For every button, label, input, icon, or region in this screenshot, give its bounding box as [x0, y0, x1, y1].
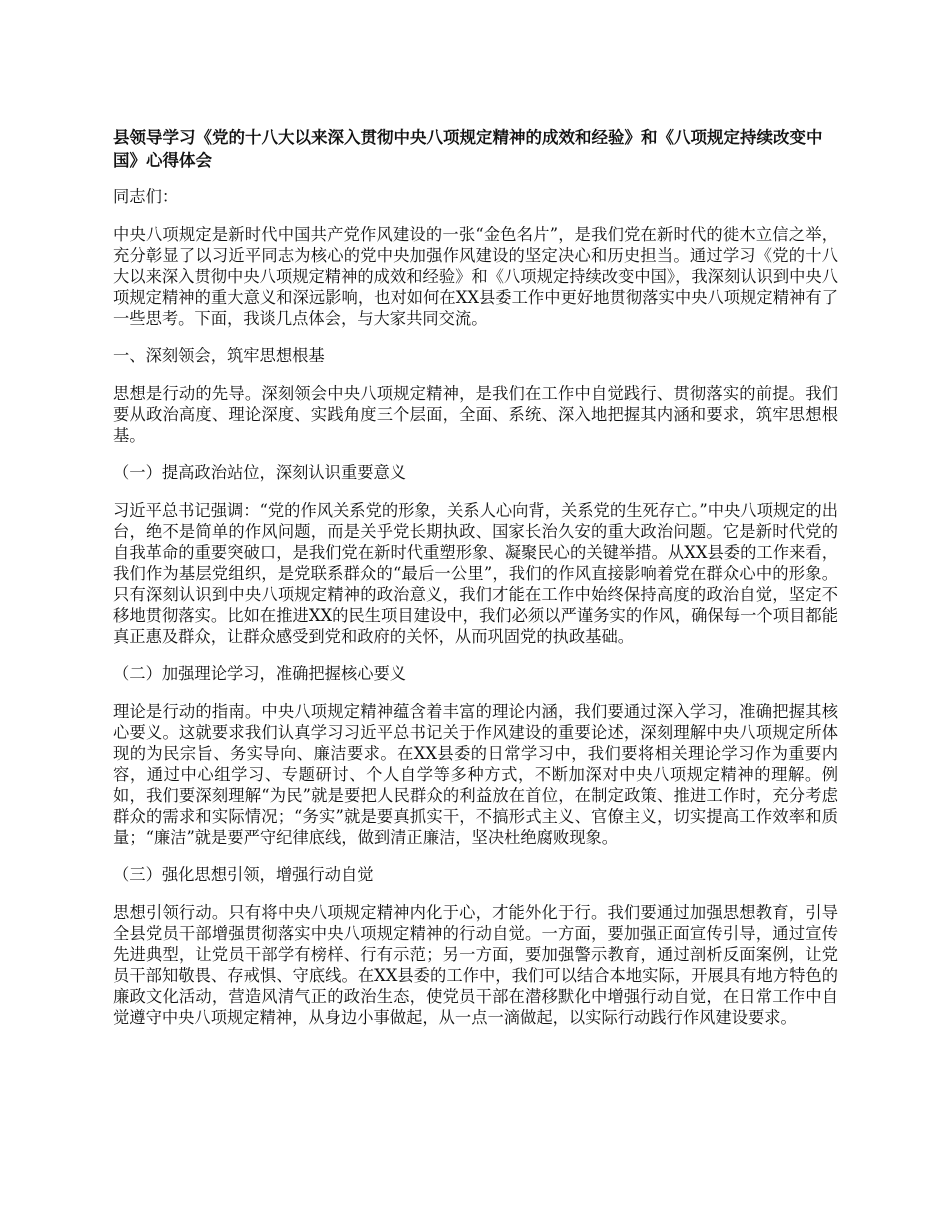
subsection-3-heading: （三）强化思想引领，增强行动自觉	[113, 865, 374, 884]
intro-paragraph: 中央八项规定是新时代中国共产党作风建设的一张“金色名片”，是我们党在新时代的徙木立信之举，充分彰显了以习近平同志为核心的党中央加强作风建设的坚定决心和历史担当。通过学习《党的十八大以来深入贯彻中央八项规定精神的成效和经验》和《八项规定持续改变中国》，我深刻认识到中央八项规定精神的重大意义和深远影响，也对如何在XX县委工作中更好地贯彻落实中央八项规定精神有了一些思考。下面，我谈几点体会，与大家共同交流。	[113, 225, 838, 328]
subsection-3-paragraph: 思想引领行动。只有将中央八项规定精神内化于心，才能外化于行。我们要通过加强思想教育，引导全县党员干部增强贯彻落实中央八项规定精神的行动自觉。一方面，要加强正面宣传引导，通过宣传先进典型，让党员干部学有榜样、行有示范；另一方面，要加强警示教育，通过剖析反面案例，让党员干部知敬畏、存戒惧、守底线。在XX县委的工作中，我们可以结合本地实际，开展具有地方特色的廉政文化活动，营造风清气正的政治生态，使党员干部在潜移默化中增强行动自觉，在日常工作中自觉遵守中央八项规定精神，从身边小事做起，从一点一滴做起，以实际行动践行作风建设要求。	[113, 903, 838, 1027]
salutation: 同志们：	[113, 187, 179, 206]
section-1-heading: 一、深刻领会，筑牢思想根基	[113, 346, 325, 365]
document-title: 县领导学习《党的十八大以来深入贯彻中央八项规定精神的成效和经验》和《八项规定持续改变中国》心得体会	[113, 128, 823, 170]
section-1-paragraph: 思想是行动的先导。深刻领会中央八项规定精神，是我们在工作中自觉践行、贯彻落实的前提。我们要从政治高度、理论深度、实践角度三个层面，全面、系统、深入地把握其内涵和要求，筑牢思想根基。	[113, 384, 838, 445]
subsection-1-heading: （一）提高政治站位，深刻认识重要意义	[113, 463, 407, 482]
subsection-1-paragraph: 习近平总书记强调：“党的作风关系党的形象，关系人心向背，关系党的生死存亡。”中央八项规定的出台，绝不是简单的作风问题，而是关乎党长期执政、国家长治久安的重大政治问题。它是新时代党的自我革命的重要突破口，是我们党在新时代重塑形象、凝聚民心的关键举措。从XX县委的工作来看，我们作为基层党组织，是党联系群众的“最后一公里”，我们的作风直接影响着党在群众心中的形象。只有深刻认识到中央八项规定精神的政治意义，我们才能在工作中始终保持高度的政治自觉，坚定不移地贯彻落实。比如在推进XX的民生项目建设中，我们必须以严谨务实的作风，确保每一个项目都能真正惠及群众，让群众感受到党和政府的关怀，从而巩固党的执政基础。	[113, 501, 838, 646]
document-page	[113, 126, 838, 1044]
subsection-2-paragraph: 理论是行动的指南。中央八项规定精神蕴含着丰富的理论内涵，我们要通过深入学习，准确把握其核心要义。这就要求我们认真学习习近平总书记关于作风建设的重要论述，深刻理解中央八项规定所体现的为民宗旨、务实导向、廉洁要求。在XX县委的日常学习中，我们要将相关理论学习作为重要内容，通过中心组学习、专题研讨、个人自学等多种方式，不断加深对中央八项规定精神的理解。例如，我们要深刻理解“为民”就是要把人民群众的利益放在首位，在制定政策、推进工作时，充分考虑群众的需求和实际情况；“务实”就是要真抓实干，不搞形式主义、官僚主义，切实提高工作效率和质量；“廉洁”就是要严守纪律底线，做到清正廉洁，坚决杜绝腐败现象。	[113, 702, 838, 847]
subsection-2-heading: （二）加强理论学习，准确把握核心要义	[113, 664, 407, 683]
